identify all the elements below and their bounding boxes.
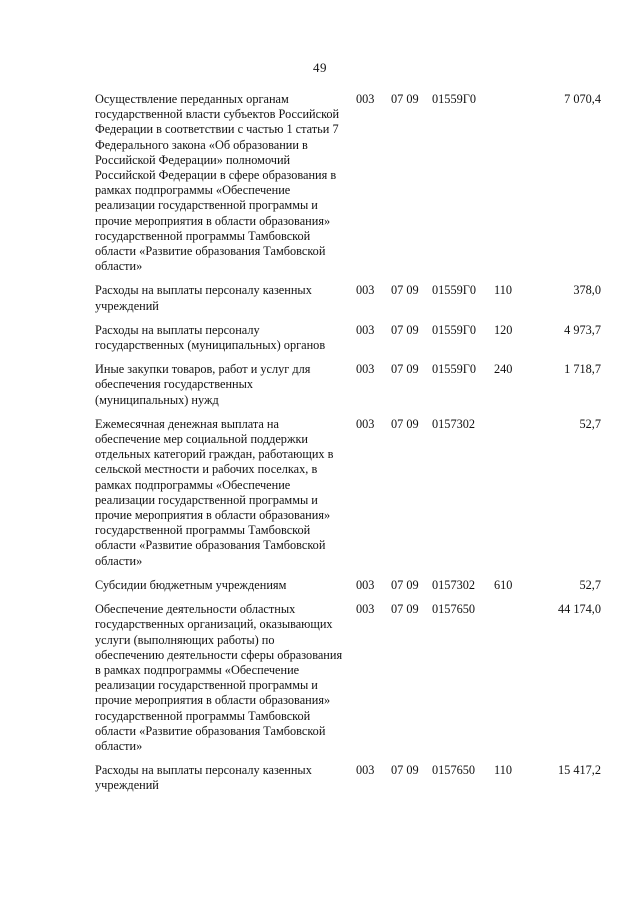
row-description: Субсидии бюджетным учреждениям — [95, 577, 287, 592]
row-section-code: 07 09 — [391, 92, 419, 106]
row-target-article: 01559Г0 — [432, 283, 476, 298]
row-section-code: 07 09 — [391, 602, 419, 617]
row-department-code: 003 — [356, 283, 375, 298]
row-section-code: 07 09 — [391, 416, 419, 431]
row-expense-type: 110 — [494, 763, 512, 778]
row-target-article: 0157650 — [432, 763, 476, 778]
row-amount: 7 070,4 — [564, 92, 601, 106]
row-target-article: 0157302 — [432, 416, 476, 431]
row-department-code: 003 — [356, 322, 375, 337]
table-row — [95, 602, 607, 754]
row-amount: 44 174,0 — [557, 602, 601, 617]
row-target-article: 01559Г0 — [432, 92, 476, 106]
row-expense-type: 610 — [494, 577, 513, 592]
row-amount: 4 973,7 — [564, 322, 601, 337]
row-section-code: 07 09 — [391, 322, 419, 337]
row-description: Обеспечение деятельности областных государственных организаций, оказывающих услуги (выполняющих работы) по обеспечению деятельности сферы образования в рамках подпрограммы «Обеспечение реализации государственной программы и прочие мероприятия в области образования» государственной программы Тамбовской области «Развитие образования Тамбовской области» — [95, 602, 343, 753]
row-department-code: 003 — [356, 763, 375, 778]
row-description: Расходы на выплаты персоналу государственных (муниципальных) органов — [95, 322, 326, 353]
row-department-code: 003 — [356, 602, 375, 617]
row-target-article: 01559Г0 — [432, 362, 476, 377]
row-expense-type: 110 — [494, 283, 512, 298]
row-description: Иные закупки товаров, работ и услуг для обеспечения государственных (муниципальных) нужд — [95, 362, 311, 407]
table-row — [95, 362, 607, 408]
row-section-code: 07 09 — [391, 577, 419, 592]
row-section-code: 07 09 — [391, 283, 419, 298]
row-department-code: 003 — [356, 362, 375, 377]
row-target-article: 01559Г0 — [432, 322, 476, 337]
table-row — [95, 417, 607, 569]
table-row — [95, 578, 607, 593]
table-row — [95, 283, 607, 313]
row-department-code: 003 — [356, 416, 375, 431]
row-amount: 15 417,2 — [557, 763, 601, 778]
row-amount: 52,7 — [579, 416, 601, 431]
row-department-code: 003 — [356, 92, 375, 106]
row-description: Расходы на выплаты персоналу казенных учреждений — [95, 283, 312, 313]
table-row — [95, 92, 607, 274]
table-row — [95, 763, 607, 793]
row-expense-type: 120 — [494, 322, 513, 337]
row-amount: 378,0 — [573, 283, 601, 298]
row-section-code: 07 09 — [391, 362, 419, 377]
row-target-article: 0157650 — [432, 602, 476, 617]
row-amount: 1 718,7 — [564, 362, 601, 377]
budget-table — [95, 92, 607, 803]
row-expense-type: 240 — [494, 362, 513, 377]
row-amount: 52,7 — [579, 577, 601, 592]
row-target-article: 0157302 — [432, 577, 476, 592]
row-section-code: 07 09 — [391, 763, 419, 778]
page-number: 49 — [313, 60, 327, 75]
row-department-code: 003 — [356, 577, 375, 592]
row-description: Ежемесячная денежная выплата на обеспечение мер социальной поддержки отдельных категорий граждан, работающих в сельской местности и рабочих поселках, в рамках подпрограммы «Обеспечение реализации государственной программы и прочие мероприятия в области образования» государственной программы Тамбовской области «Развитие образования Тамбовской области» — [95, 416, 334, 568]
table-row — [95, 323, 607, 353]
row-description: Осуществление переданных органам государственной власти субъектов Российской Федерации в соответствии с частью 1 статьи 7 Федерального закона «Об образовании в Российской Федерации» полномочий Российской Федерации в сфере образования в рамках подпрограммы «Обеспечение реализации государственной программы и прочие мероприятия в области образования» государственной программы Тамбовской области «Развитие образования Тамбовской области» — [95, 92, 340, 274]
row-description: Расходы на выплаты персоналу казенных учреждений — [95, 763, 312, 793]
